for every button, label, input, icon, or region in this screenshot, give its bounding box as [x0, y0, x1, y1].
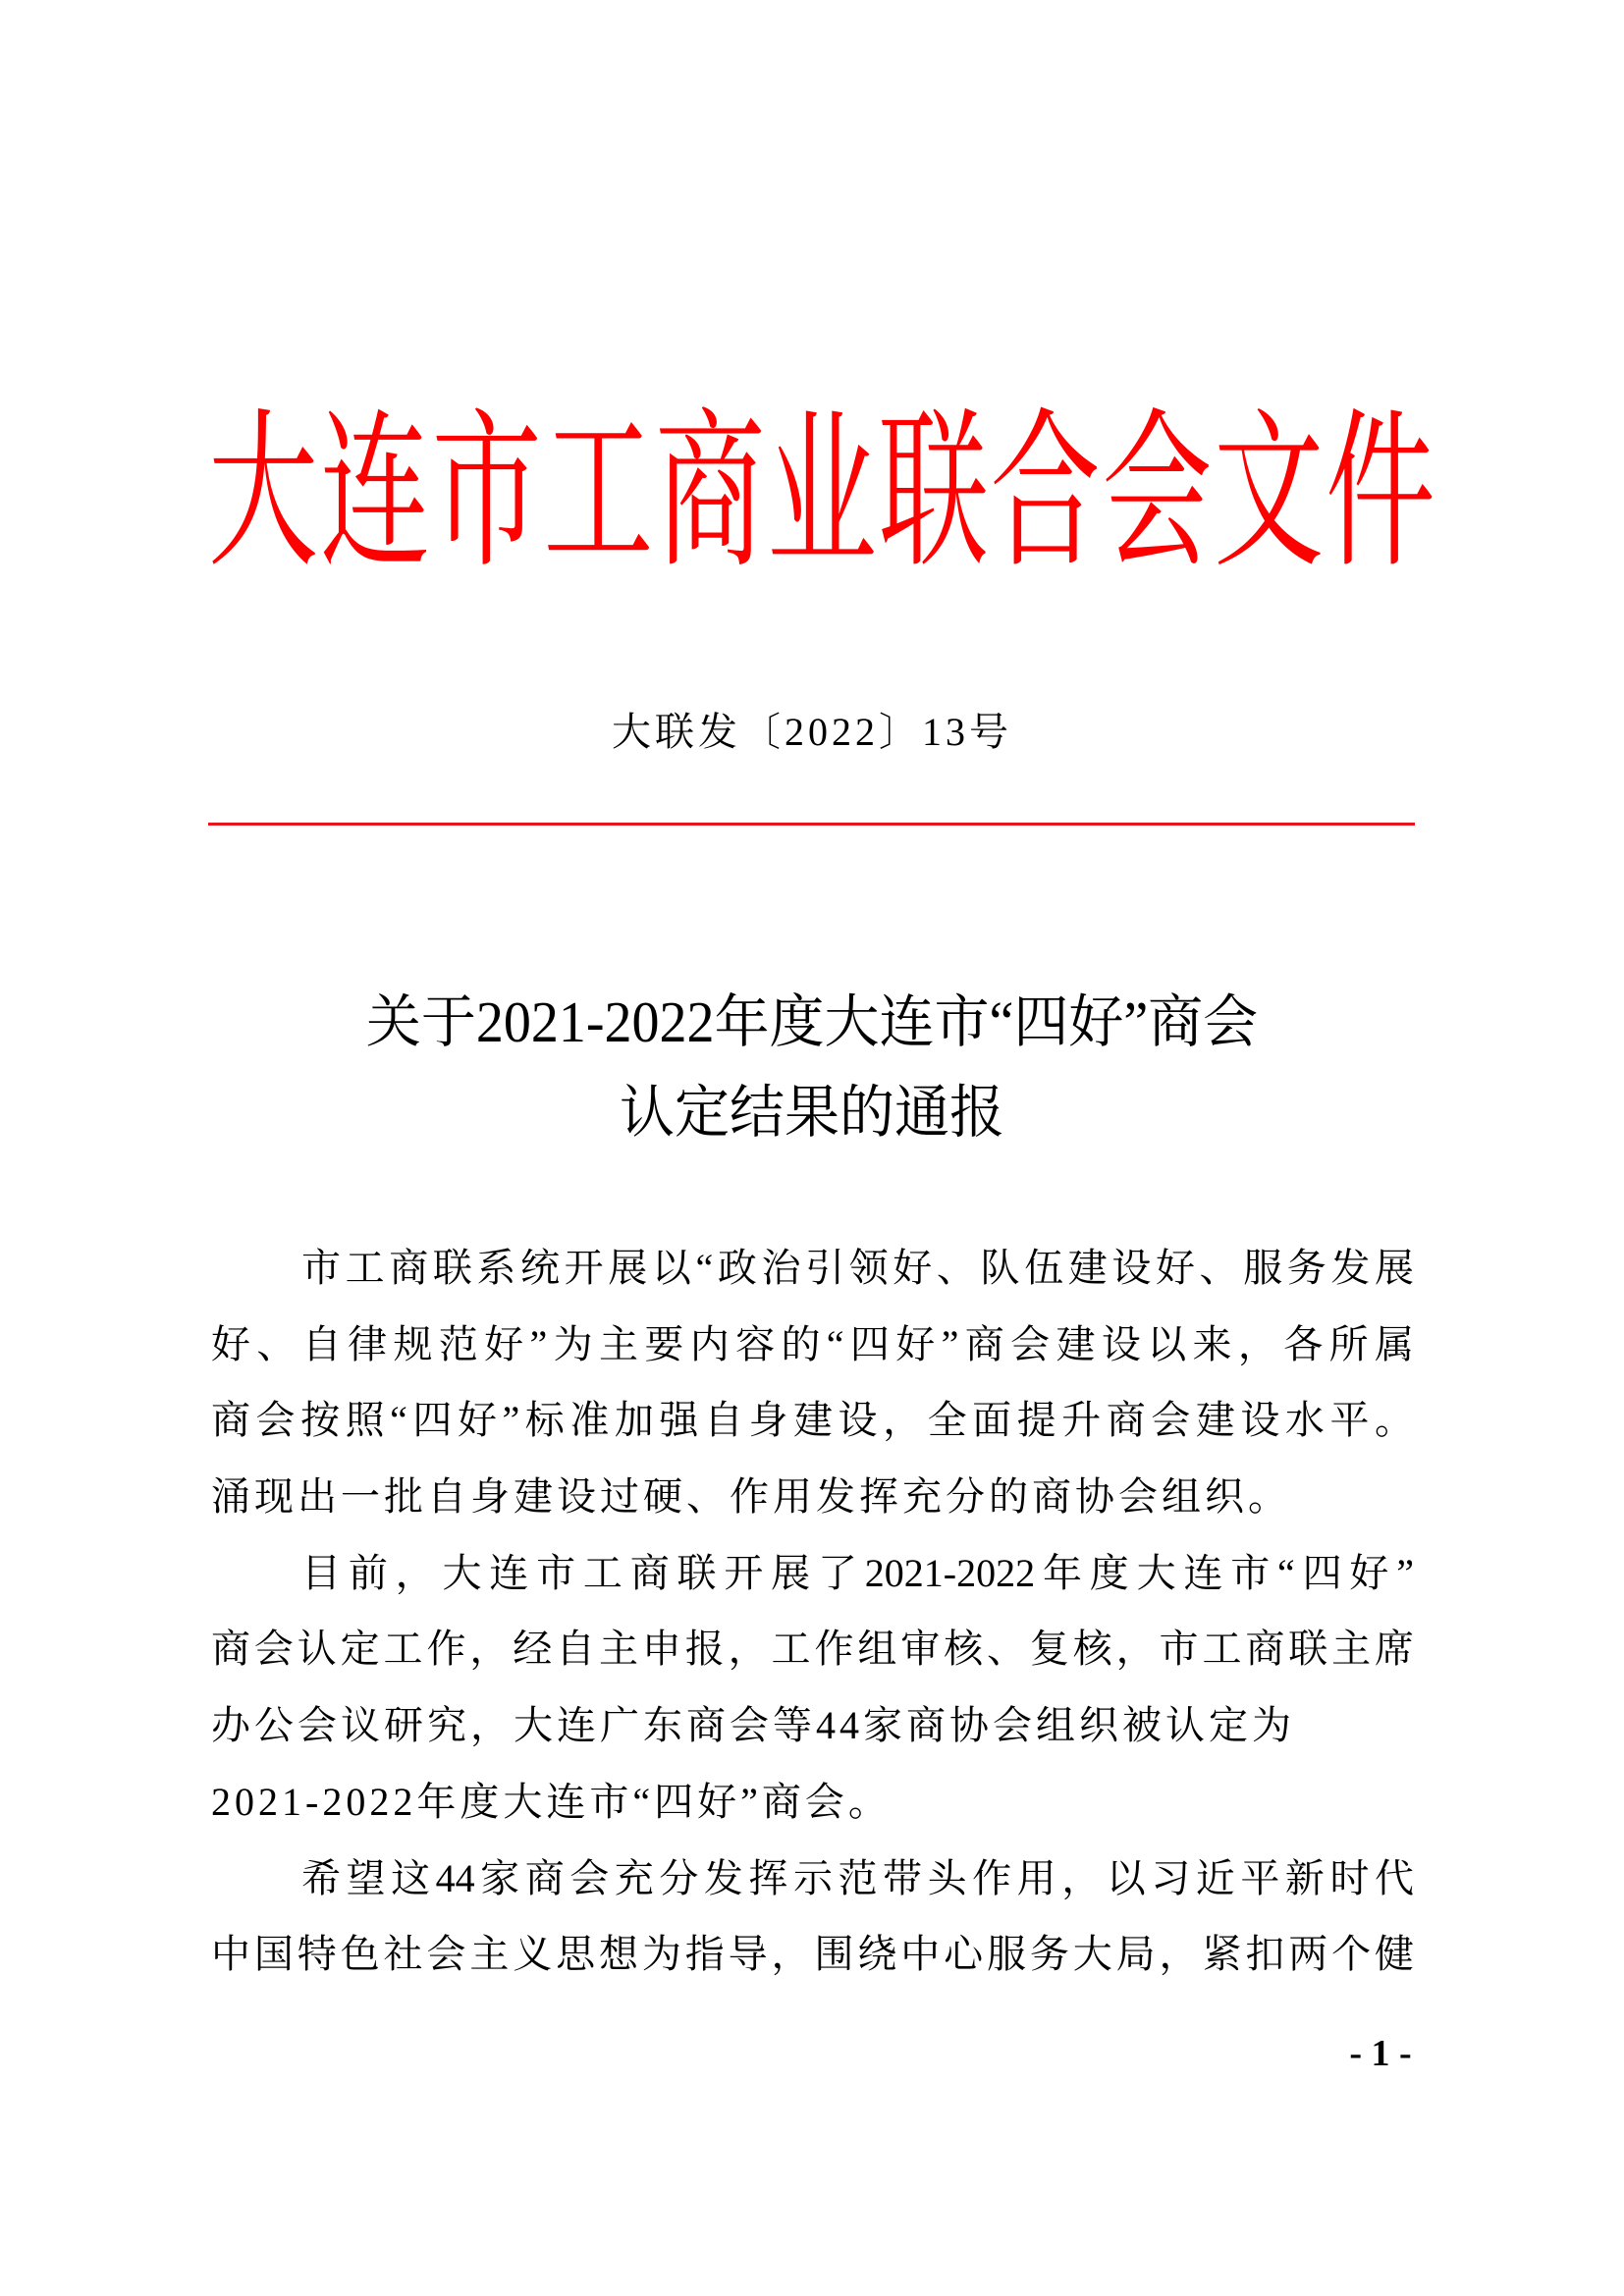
- body-line: 2021-2022年度大连市“四好”商会。: [211, 1779, 892, 1824]
- paragraph-1: [211, 1239, 1414, 1544]
- body-line: 商会认定工作，经自主申报，工作组审核、复核，市工商联主席: [211, 1627, 1414, 1672]
- body-line: 涌现出一批自身建设过硬、作用发挥充分的商协会组织。: [211, 1474, 1291, 1520]
- document-title: [196, 978, 1428, 1158]
- issuer-header: 大连市工商业联合会文件: [208, 400, 1435, 589]
- paragraph-2: [211, 1544, 1414, 1849]
- document-title-line-1: 关于2021-2022年度大连市“四好”商会: [365, 990, 1259, 1055]
- red-divider-line: [208, 823, 1415, 826]
- body-line: 目前，大连市工商联开展了2021-2022年度大连市“四好”: [301, 1550, 1414, 1595]
- document-number: 大联发〔2022〕13号: [612, 710, 1012, 754]
- body-line: 好、自律规范好”为主要内容的“四好”商会建设以来，各所属: [211, 1321, 1414, 1366]
- body-line: 中国特色社会主义思想为指导，围绕中心服务大局，紧扣两个健: [211, 1932, 1414, 1977]
- body-line: 办公会议研究，大连广东商会等44家商协会组织被认定为: [211, 1703, 1295, 1748]
- page-number: - 1 -: [1349, 2033, 1412, 2074]
- body-line: 希望这44家商会充分发挥示范带头作用，以习近平新时代: [301, 1855, 1414, 1900]
- body-line: 商会按照“四好”标准加强自身建设，全面提升商会建设水平。: [211, 1398, 1414, 1443]
- paragraph-3: [211, 1849, 1414, 2002]
- document-title-line-2: 认定结果的通报: [620, 1081, 1004, 1146]
- document-body: [211, 1239, 1414, 2002]
- body-line: 市工商联系统开展以“政治引领好、队伍建设好、服务发展: [301, 1246, 1414, 1290]
